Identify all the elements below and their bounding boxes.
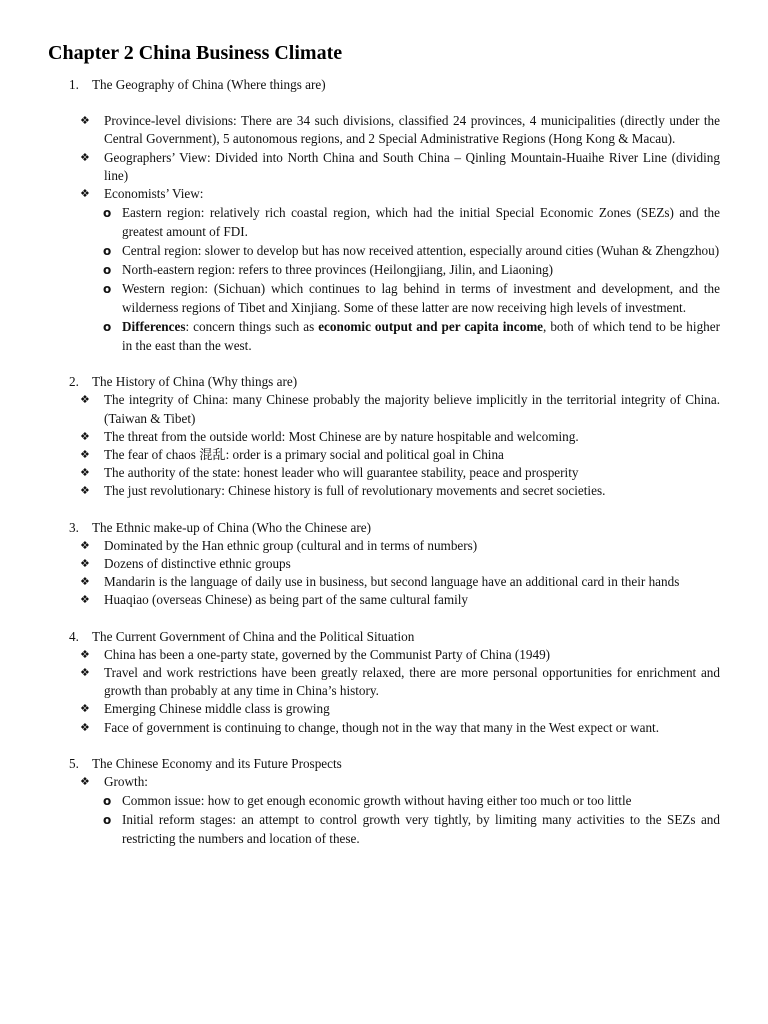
list-item-text: Province-level divisions: There are 34 such divisions, classified 24 provinces, 4 municipalities (directly under the Central Government), 5 autonomous regions, and 2 Special Administrative Regions (Hong Kong & Macau). xyxy=(104,113,720,147)
list-item xyxy=(48,773,720,848)
list-item-text: Dozens of distinctive ethnic groups xyxy=(104,556,291,572)
sub-list-item xyxy=(48,203,720,241)
list-item-text: Geographers’ View: Divided into North China and South China – Qinling Mountain-Huaihe River Line (dividing line) xyxy=(104,149,720,183)
sub-item-text: Common issue: how to get enough economic growth without having either too much or too little xyxy=(122,793,632,809)
diamond-bullet-icon: ❖ xyxy=(80,187,90,201)
sections-container xyxy=(48,76,720,848)
circle-bullet-icon: o xyxy=(103,320,112,335)
bold-term: Differences xyxy=(122,319,186,335)
circle-bullet-icon: o xyxy=(103,813,112,828)
list-item xyxy=(48,664,720,700)
section-heading-text: The History of China (Why things are) xyxy=(92,374,298,390)
section-number: 3. xyxy=(69,519,79,535)
list-item-text: Huaqiao (overseas Chinese) as being part of the same cultural family xyxy=(104,592,468,608)
list-item xyxy=(48,573,720,591)
circle-bullet-icon: o xyxy=(103,206,112,221)
bullet-list xyxy=(48,537,720,610)
list-item xyxy=(48,149,720,185)
list-item xyxy=(48,719,720,737)
list-item xyxy=(48,185,720,355)
section-3 xyxy=(48,501,720,610)
list-item-text: The just revolutionary: Chinese history is full of revolutionary movements and secret societies. xyxy=(104,483,606,499)
section-heading-text: The Chinese Economy and its Future Prospects xyxy=(92,755,342,771)
section-heading xyxy=(48,755,720,773)
section-number: 4. xyxy=(69,628,79,644)
list-item xyxy=(48,428,720,446)
section-heading-text: The Ethnic make-up of China (Who the Chinese are) xyxy=(92,519,372,535)
circle-bullet-icon: o xyxy=(103,263,112,278)
section-number: 2. xyxy=(69,374,79,390)
diamond-bullet-icon: ❖ xyxy=(80,593,90,607)
list-item-text: Emerging Chinese middle class is growing xyxy=(104,701,330,717)
list-item-text: Dominated by the Han ethnic group (cultural and in terms of numbers) xyxy=(104,537,478,553)
list-item-text: Face of government is continuing to change, though not in the way that many in the West expect or want. xyxy=(104,719,660,735)
list-item xyxy=(48,700,720,718)
diamond-bullet-icon: ❖ xyxy=(80,666,90,680)
bullet-list xyxy=(48,646,720,737)
list-item xyxy=(48,391,720,427)
sub-item-text: Western region: (Sichuan) which continues to lag behind in terms of investment and development, and the wilderness regions of Tibet and Xinjiang. Some of these latter are now receiving high levels of investment. xyxy=(122,281,720,316)
list-item-text: The integrity of China: many Chinese probably the majority believe implicitly in the territorial integrity of China. (Taiwan & Tibet) xyxy=(104,392,720,426)
diamond-bullet-icon: ❖ xyxy=(80,575,90,589)
list-item-text: The fear of chaos 混乱: order is a primary social and political goal in China xyxy=(104,447,504,463)
list-item-text: The authority of the state: honest leader who will guarantee stability, peace and prosperity xyxy=(104,465,579,481)
sub-list-item xyxy=(48,791,720,810)
list-item xyxy=(48,482,720,500)
diamond-bullet-icon: ❖ xyxy=(80,538,90,552)
sub-item-text: Eastern region: relatively rich coastal region, which had the initial Special Economic Zones (SEZs) and the greatest amount of FDI. xyxy=(122,205,720,240)
sub-item-text: Central region: slower to develop but has now received attention, especially around cities (Wuhan & Zhengzhou) xyxy=(122,243,720,259)
page-title: Chapter 2 China Business Climate xyxy=(48,42,343,64)
bullet-list xyxy=(48,112,720,355)
section-2 xyxy=(48,355,720,500)
sub-bullet-list xyxy=(104,203,720,355)
diamond-bullet-icon: ❖ xyxy=(80,114,90,128)
diamond-bullet-icon: ❖ xyxy=(80,647,90,661)
section-number: 1. xyxy=(69,77,79,92)
bullet-list xyxy=(48,773,720,848)
section-heading xyxy=(48,519,720,537)
list-item xyxy=(48,555,720,573)
diamond-bullet-icon: ❖ xyxy=(80,150,90,164)
circle-bullet-icon: o xyxy=(103,282,112,297)
list-item xyxy=(48,591,720,609)
diamond-bullet-icon: ❖ xyxy=(80,702,90,716)
section-5 xyxy=(48,737,720,848)
section-heading xyxy=(48,373,720,391)
list-item xyxy=(48,537,720,555)
sub-item-text: Initial reform stages: an attempt to control growth very tightly, by limiting many activities to the SEZs and restricting the numbers and location of these. xyxy=(122,812,720,847)
list-item xyxy=(48,464,720,482)
list-item-text: Growth: xyxy=(104,774,148,790)
diamond-bullet-icon: ❖ xyxy=(80,466,90,480)
list-item-text: China has been a one-party state, governed by the Communist Party of China (1949) xyxy=(104,646,551,662)
sub-list-item xyxy=(48,241,720,260)
diamond-bullet-icon: ❖ xyxy=(80,557,90,571)
sub-item-text: : concern things such as xyxy=(185,319,319,335)
sub-list-item xyxy=(48,810,720,848)
document-body xyxy=(48,40,720,848)
diamond-bullet-icon: ❖ xyxy=(80,429,90,443)
list-item xyxy=(48,646,720,664)
diamond-bullet-icon: ❖ xyxy=(80,393,90,407)
section-heading-text: The Current Government of China and the Political Situation xyxy=(92,628,415,644)
diamond-bullet-icon: ❖ xyxy=(80,448,90,462)
sub-list-item xyxy=(48,317,720,355)
bullet-list xyxy=(48,391,720,500)
list-item xyxy=(48,112,720,148)
sub-list-item xyxy=(48,279,720,317)
list-item-text: Economists’ View: xyxy=(104,186,204,202)
list-item-text: Mandarin is the language of daily use in business, but second language have an additional card in their hands xyxy=(104,574,680,590)
section-heading xyxy=(48,76,720,94)
bold-phrase: economic output and per capita income xyxy=(318,319,544,335)
sub-item-text: , both of which tend to be higher in the east than the west. xyxy=(122,319,720,354)
section-heading-text: The Geography of China (Where things are) xyxy=(92,77,326,92)
circle-bullet-icon: o xyxy=(103,244,112,259)
circle-bullet-icon: o xyxy=(103,794,112,809)
list-item xyxy=(48,446,720,464)
section-number: 5. xyxy=(69,755,79,771)
sub-list-item xyxy=(48,260,720,279)
section-1 xyxy=(48,76,720,355)
sub-item-text: North-eastern region: refers to three provinces (Heilongjiang, Jilin, and Liaoning) xyxy=(122,262,554,278)
diamond-bullet-icon: ❖ xyxy=(80,720,90,734)
diamond-bullet-icon: ❖ xyxy=(80,775,90,789)
section-heading xyxy=(48,628,720,646)
diamond-bullet-icon: ❖ xyxy=(80,484,90,498)
list-item-text: Travel and work restrictions have been greatly relaxed, there are more personal opportunities for enrichment and growth than probably at any time in China’s history. xyxy=(104,665,720,699)
section-4 xyxy=(48,610,720,737)
sub-bullet-list xyxy=(104,791,720,848)
list-item-text: The threat from the outside world: Most Chinese are by nature hospitable and welcoming. xyxy=(104,428,579,444)
